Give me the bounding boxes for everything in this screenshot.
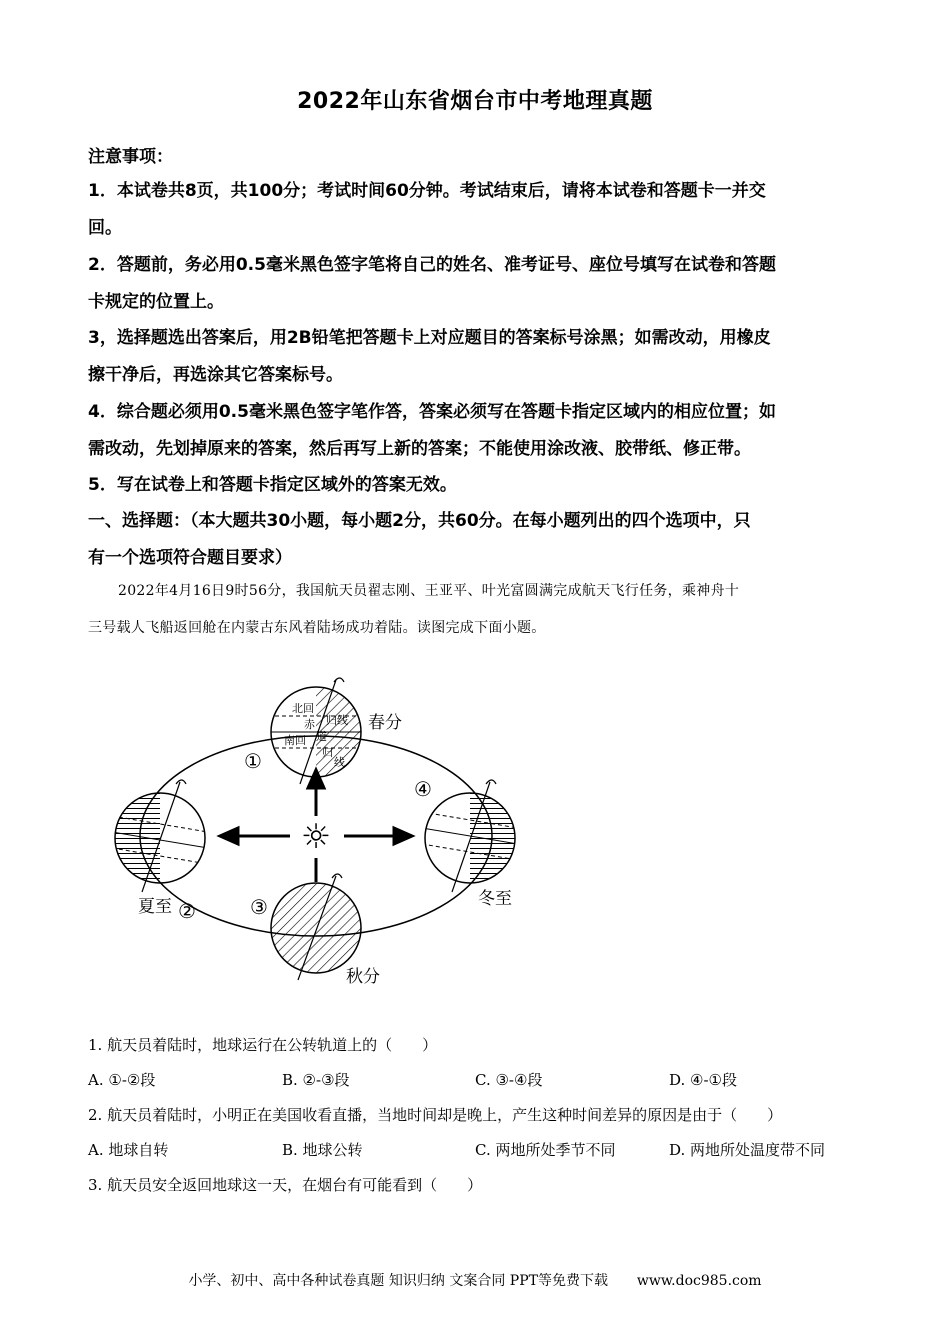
svg-text:归: 归 [322,746,333,759]
notice-line-1: 1．本试卷共8页，共100分；考试时间60分钟。考试结束后，请将本试卷和答题卡一并交 [88,181,766,201]
sun-icon: ☼ [300,817,332,857]
spring-globe [268,678,366,784]
question-1-option-a: A. ①-②段 [88,1071,156,1089]
footer-url[interactable]: www.doc985.com [636,1273,762,1289]
notice-line-9: 5．写在试卷上和答题卡指定区域外的答案无效。 [88,475,457,495]
earth-revolution-diagram [108,666,528,996]
question-2-option-d: D. 两地所处温度带不同 [669,1141,826,1159]
question-2-stem: 2. 航天员着陆时，小明正在美国收看直播，当地时间却是晚上，产生这种时间差异的原因是由于（ ） [88,1106,783,1124]
footer [0,1270,950,1290]
section-heading-line-1: 一、选择题：（本大题共30小题，每小题2分，共60分。在每小题列出的四个选项中，只 [88,511,751,531]
notice-line-8: 需改动，先划掉原来的答案，然后再写上新的答案；不能使用涂改液、胶带纸、修正带。 [88,439,751,459]
label-winter: 冬至 [478,889,512,909]
notice-line-2: 回。 [88,218,122,238]
label-summer: 夏至 [138,897,172,917]
label-spring: 春分 [368,713,402,733]
question-1-option-b: B. ②-③段 [282,1071,350,1089]
notice-line-7: 4．综合题必须用0.5毫米黑色签字笔作答，答案必须写在答题卡指定区域内的相应位置；如 [88,402,776,422]
passage-line-2: 三号载人飞船返回舱在内蒙古东风着陆场成功着陆。读图完成下面小题。 [88,620,546,636]
mark-2: ② [178,899,196,923]
page-title: 2022年山东省烟台市中考地理真题 [297,89,653,114]
svg-text:线: 线 [334,756,345,769]
question-2-option-b: B. 地球公转 [282,1141,363,1159]
question-1-option-c: C. ③-④段 [475,1071,543,1089]
footer-text: 小学、初中、高中各种试卷真题 知识归纳 文案合同 PPT等免费下载 [188,1273,608,1289]
question-3-stem: 3. 航天员安全返回地球这一天，在烟台有可能看到（ ） [88,1176,483,1194]
autumn-globe [268,874,364,980]
question-1-option-d: D. ④-①段 [669,1071,737,1089]
svg-text:道: 道 [316,730,327,743]
notice-heading: 注意事项： [88,147,173,167]
question-1-stem: 1. 航天员着陆时，地球运行在公转轨道上的（ ） [88,1036,438,1054]
summer-globe [108,780,208,892]
svg-text:归线: 归线 [326,714,348,727]
mark-4: ④ [414,777,432,801]
question-2-option-a: A. 地球自转 [88,1141,169,1159]
mark-3: ③ [250,895,268,919]
notice-line-4: 卡规定的位置上。 [88,292,224,312]
svg-text:南回: 南回 [284,734,306,747]
winter-globe [422,780,520,892]
label-autumn: 秋分 [346,967,380,987]
section-heading-line-2: 有一个选项符合题目要求） [88,548,292,568]
svg-text:赤: 赤 [304,718,315,731]
question-2-option-c: C. 两地所处季节不同 [475,1141,616,1159]
passage-line-1: 2022年4月16日9时56分，我国航天员翟志刚、王亚平、叶光富圆满完成航天飞行任务，乘神舟十 [118,583,740,599]
mark-1: ① [244,749,262,773]
notice-line-3: 2．答题前，务必用0.5毫米黑色签字笔将自己的姓名、准考证号、座位号填写在试卷和答题 [88,255,776,275]
notice-line-5: 3，选择题选出答案后，用2B铅笔把答题卡上对应题目的答案标号涂黑；如需改动，用橡皮 [88,328,771,348]
svg-text:北回: 北回 [292,702,314,715]
notice-line-6: 擦干净后，再选涂其它答案标号。 [88,365,343,385]
